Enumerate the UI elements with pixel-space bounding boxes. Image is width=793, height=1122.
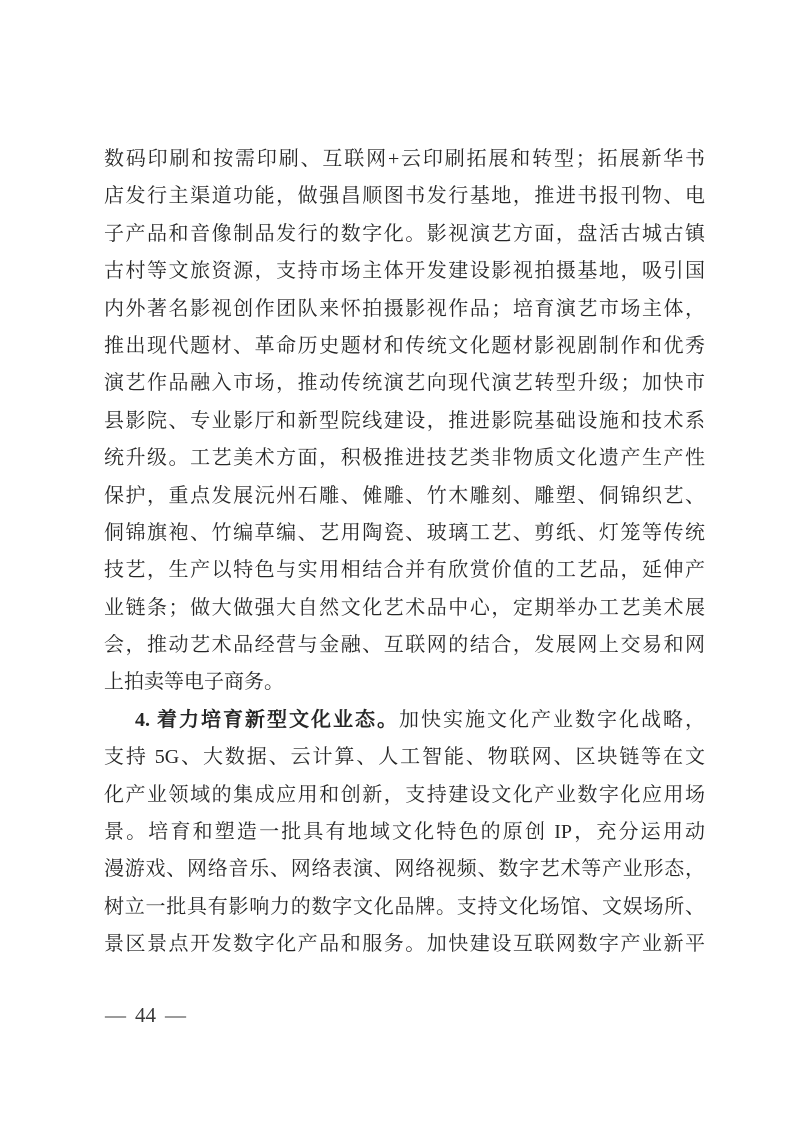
page-number: 44 xyxy=(135,1002,156,1027)
text-line: 推出现代题材、革命历史题材和传统文化题材影视剧制作和优秀 xyxy=(104,334,705,357)
paragraph-section-4 xyxy=(104,702,705,964)
footer-dash-right: — xyxy=(165,1002,186,1027)
text-line xyxy=(104,702,705,739)
text-line: 古村等文旅资源，支持市场主体开发建设影视拍摄基地，吸引国 xyxy=(104,260,705,283)
text-line: 内外著名影视创作团队来怀拍摄影视作品；培育演艺市场主体， xyxy=(104,297,705,320)
text-line: 统升级。工艺美术方面，积极推进技艺类非物质文化遗产生产性 xyxy=(104,447,705,470)
document-body xyxy=(104,141,705,964)
page-footer xyxy=(105,999,186,1031)
footer-dash-left: — xyxy=(105,1002,126,1027)
text-line: 漫游戏、网络音乐、网络表演、网络视频、数字艺术等产业形态， xyxy=(104,858,705,881)
text-line: 店发行主渠道功能，做强昌顺图书发行基地，推进书报刊物、电 xyxy=(104,185,705,208)
text-line: 景区景点开发数字化产品和服务。加快建设互联网数字产业新平 xyxy=(104,933,705,956)
text-line: 景。培育和塑造一批具有地域文化特色的原创 IP，充分运用动 xyxy=(104,821,705,844)
paragraph-continued xyxy=(104,141,705,702)
text-line: 业链条；做大做强大自然文化艺术品中心，定期举办工艺美术展 xyxy=(104,596,705,619)
section-heading-tail: 加快实施文化产业数字化战略， xyxy=(399,708,705,731)
text-line: 支持 5G、大数据、云计算、人工智能、物联网、区块链等在文 xyxy=(104,746,705,769)
text-line: 县影院、专业影厅和新型院线建设，推进影院基础设施和技术系 xyxy=(104,409,705,432)
text-line: 化产业领域的集成应用和创新，支持建设文化产业数字化应用场 xyxy=(104,783,705,806)
section-heading: 4. 着力培育新型文化业态。 xyxy=(135,708,399,731)
text-line: 子产品和音像制品发行的数字化。影视演艺方面，盘活古城古镇 xyxy=(104,222,705,245)
text-line: 树立一批具有影响力的数字文化品牌。支持文化场馆、文娱场所、 xyxy=(104,895,705,918)
text-line: 会，推动艺术品经营与金融、互联网的结合，发展网上交易和网 xyxy=(104,634,705,657)
text-line: 数码印刷和按需印刷、互联网+云印刷拓展和转型；拓展新华书 xyxy=(104,148,705,170)
text-line: 演艺作品融入市场，推动传统演艺向现代演艺转型升级；加快市 xyxy=(104,372,705,395)
text-line: 技艺，生产以特色与实用相结合并有欣赏价值的工艺品，延伸产 xyxy=(104,559,705,582)
text-line: 侗锦旗袍、竹编草编、艺用陶瓷、玻璃工艺、剪纸、灯笼等传统 xyxy=(104,521,705,544)
text-line: 保护，重点发展沅州石雕、傩雕、竹木雕刻、雕塑、侗锦织艺、 xyxy=(104,484,705,507)
text-line: 上拍卖等电子商务。 xyxy=(104,671,284,694)
